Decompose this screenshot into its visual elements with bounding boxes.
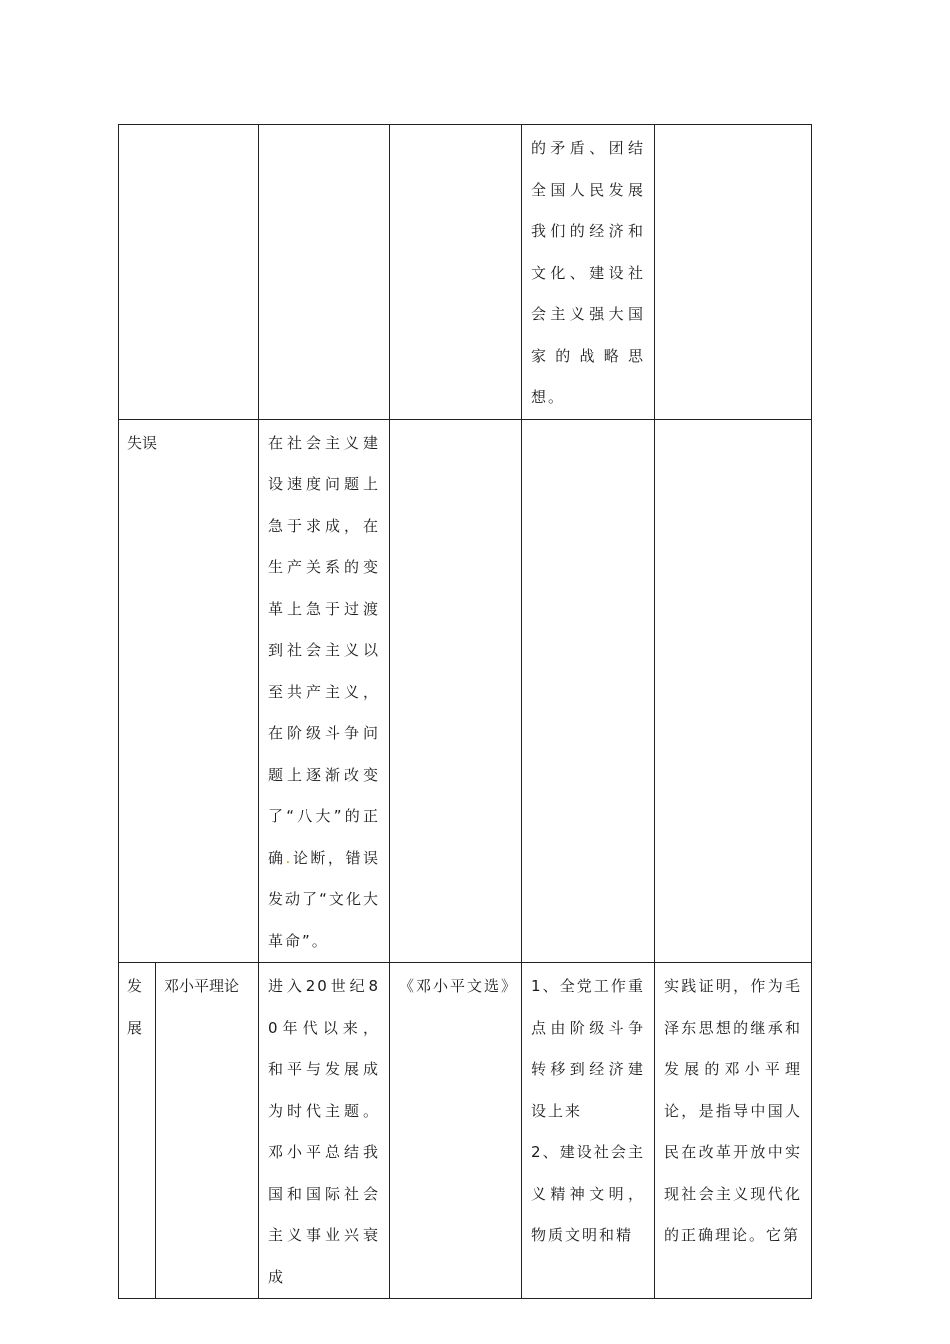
row-label-development: 发展 bbox=[127, 977, 143, 1037]
empty-cell bbox=[522, 419, 655, 963]
background-text: 进入20世纪80年代以来，和平与发展成为时代主题。邓小平总结我国和国际社会主义事业兴衰成 bbox=[268, 977, 380, 1286]
background-cell bbox=[259, 963, 390, 1299]
empty-cell bbox=[390, 419, 522, 963]
mistakes-text-dot: . bbox=[285, 848, 293, 867]
table-row bbox=[119, 419, 812, 963]
table-row bbox=[119, 963, 812, 1299]
mistakes-text-part2: 论断，错误发动了“文化大革命”。 bbox=[268, 848, 380, 950]
content-item-2: 2、建设社会主义精神文明，物质文明和精 bbox=[531, 1143, 645, 1244]
row-sublabel-deng-theory: 邓小平理论 bbox=[164, 977, 240, 995]
mistakes-cell bbox=[259, 419, 390, 963]
row-label-mistakes: 失误 bbox=[127, 433, 158, 452]
table-row bbox=[119, 125, 812, 420]
empty-cell bbox=[655, 125, 812, 420]
works-cell bbox=[390, 963, 522, 1299]
content-cell bbox=[522, 963, 655, 1299]
row-label-cell bbox=[119, 419, 259, 963]
empty-cell bbox=[655, 419, 812, 963]
sublabel-cell bbox=[156, 963, 259, 1299]
content-item-1: 1、全党工作重点由阶级斗争转移到经济建设上来 bbox=[531, 977, 645, 1120]
empty-cell bbox=[390, 125, 522, 420]
significance-cell bbox=[655, 963, 812, 1299]
mistakes-text-part1: 在社会主义建设速度问题上急于求成，在生产关系的变革上急于过渡到社会主义以至共产主义，在阶级斗争问题上逐渐改变了“八大”的正确 bbox=[268, 433, 380, 867]
works-text: 《邓小平文选》 bbox=[399, 977, 519, 995]
contribution-text: 的矛盾、团结全国人民发展我们的经济和文化、建设社会主义强大国家的战略思想。 bbox=[531, 139, 645, 406]
contribution-cell bbox=[522, 125, 655, 420]
row-label-cell bbox=[119, 963, 156, 1299]
empty-cell bbox=[259, 125, 390, 420]
mistakes-text bbox=[259, 420, 389, 963]
empty-cell bbox=[119, 125, 259, 420]
significance-text: 实践证明，作为毛泽东思想的继承和发展的邓小平理论，是指导中国人民在改革开放中实现社会主义现代化的正确理论。它第 bbox=[664, 977, 802, 1244]
summary-table bbox=[118, 124, 812, 1299]
